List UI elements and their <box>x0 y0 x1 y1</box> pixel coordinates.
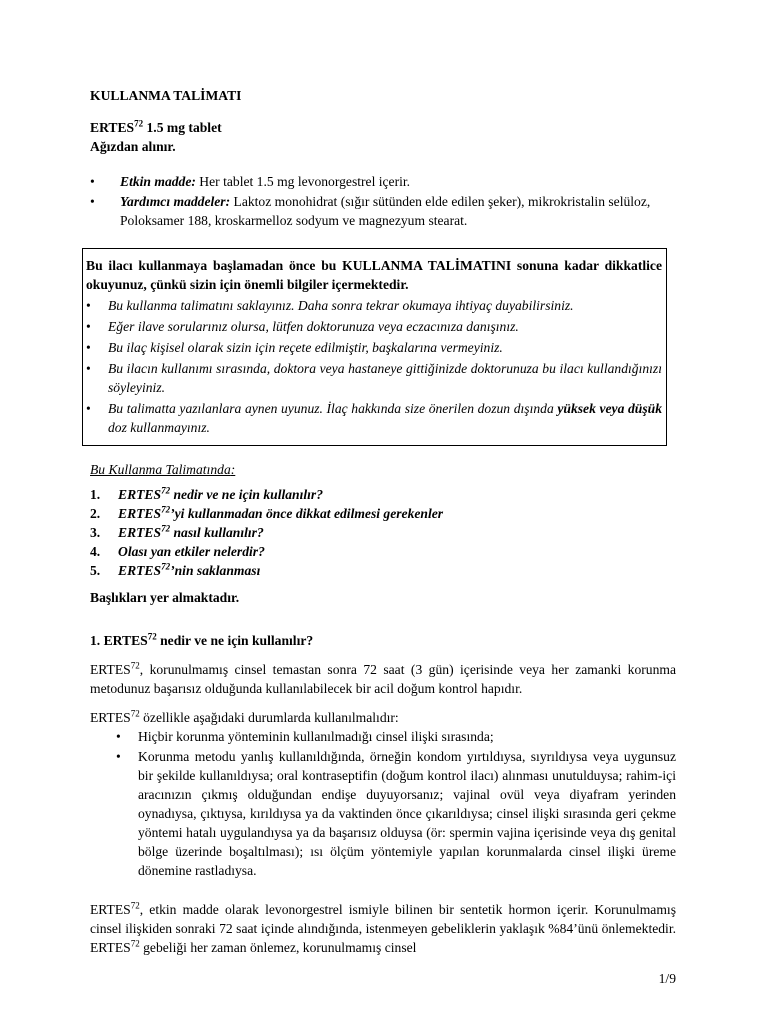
paragraph: ERTES$^{72}$ özellikle aşağıdaki durumlarda kullanılmalıdır: <box>90 708 399 725</box>
toc-heading: Bu Kullanma Talimatında: <box>90 462 236 477</box>
bullet-icon: • <box>90 174 95 189</box>
document-page <box>86 86 676 957</box>
ingredients-list <box>90 172 676 230</box>
list-item: • Bu kullanma talimatını saklayınız. Daha sonra tekrar okumaya ihtiyaç duyabilirsiniz. <box>86 298 574 313</box>
list-item: • Hiçbir korunma yönteminin kullanılmadığı cinsel ilişki sırasında; <box>116 729 494 744</box>
toc-item: 4. Olası yan etkiler nelerdir? <box>90 544 265 559</box>
bullet-icon: • <box>86 298 91 313</box>
list-item: • Korunma metodu yanlış kullanıldığında, örneğin kondom yırtıldıysa, sıyrıldıysa veya uygunsuz bir şekilde kullanıldıysa; oral kontraseptifin (doğum kontrol ilacı) alınması unutulduysa; rahim-içi aracınızın çıkmış olduğundan endişe duyuyorsanız; vajinal ovül veya diyafram yerinden oynadıysa, çıktıysa, kırıldıysa ya da vaktinden önce çıkarıldıysa; cinsel ilişki sırasında geri çekme yöntemi hatalı uygulandıysa ya da başarısız olduysa (ör: spermin vajina içerisinde veya dış genital bölge üzerinde boşaltılması); ısı ölçüm yöntemiyle yapılan korunmalarda cinsel ilişki üreme dönemine rastladıysa. <box>116 749 676 878</box>
bullet-icon: • <box>86 361 91 376</box>
bullet-icon: • <box>86 340 91 355</box>
list-item: • Eğer ilave sorularınız olursa, lütfen doktorunuza veya eczacınıza danışınız. <box>86 319 519 334</box>
bullet-icon: • <box>90 194 95 209</box>
toc-item: 1. ERTES$^{72}$ nedir ve ne için kullanılır? <box>90 485 324 502</box>
product-name: ERTES$^{72}$ 1.5 mg tablet <box>90 118 222 135</box>
route-of-administration: Ağızdan alınır. <box>90 139 176 154</box>
warning-lead: Bu ilacı kullanmaya başlamadan önce bu KULLANMA TALİMATINI sonuna kadar dikkatlice okuyunuz, çünkü sizin için önemli bilgiler içermektedir. <box>86 258 662 292</box>
bullet-icon: • <box>86 401 91 416</box>
list-item: • Yardımcı maddeler: Laktoz monohidrat (sığır sütünden elde edilen şeker), mikrokristalin selüloz, Poloksamer 188, kroskarmelloz sodyum ve magnezyum stearat. <box>90 194 651 228</box>
paragraph: ERTES$^{72}$, korunulmamış cinsel temastan sonra 72 saat (3 gün) içerisinde veya her zamanki korunma metodunuz başarısız olduğunda kullanılabilecek bir acil doğum kontrol hapıdır. <box>90 660 676 696</box>
list-item: • Bu talimatta yazılanlara aynen uyunuz. İlaç hakkında size önerilen dozun dışında yüksek veya düşük doz kullanmayınız. <box>86 401 662 435</box>
toc-list <box>90 485 676 580</box>
list-item: • Etkin madde: Her tablet 1.5 mg levonorgestrel içerir. <box>90 174 411 189</box>
warning-list <box>86 296 662 437</box>
list-item: • Bu ilacın kullanımı sırasında, doktora veya hastaneye gittiğinizde doktorunuza bu ilacı kullandığınızı söyleyiniz. <box>86 361 662 395</box>
toc-footer: Başlıkları yer almaktadır. <box>90 590 240 605</box>
document-title: KULLANMA TALİMATI <box>90 88 242 103</box>
toc-item: 3. ERTES$^{72}$ nasıl kullanılır? <box>90 523 264 540</box>
warning-box <box>82 248 667 446</box>
bullet-icon: • <box>116 749 121 764</box>
toc-item: 5. ERTES$^{72}$’nin saklanması <box>90 561 261 578</box>
list-item: • Bu ilaç kişisel olarak sizin için reçete edilmiştir, başkalarına vermeyiniz. <box>86 340 503 355</box>
paragraph: ERTES$^{72}$, etkin madde olarak levonorgestrel ismiyle bilinen bir sentetik hormon içerir. Korunulmamış cinsel ilişkiden sonraki 72 saat içinde alındığında, istenmeyen gebeliklerin yaklaşık %84’ünü önlemektedir. ERTES$^{72}$ gebeliği her zaman önlemez, korunulmamış cinsel <box>90 900 676 955</box>
cases-list <box>90 727 676 880</box>
bullet-icon: • <box>86 319 91 334</box>
toc-item: 2. ERTES$^{72}$’yi kullanmadan önce dikkat edilmesi gerekenler <box>90 504 444 521</box>
page-number: 1/9 <box>658 971 676 986</box>
section-heading: 1. ERTES$^{72}$ nedir ve ne için kullanılır? <box>90 631 314 648</box>
bullet-icon: • <box>116 729 121 744</box>
